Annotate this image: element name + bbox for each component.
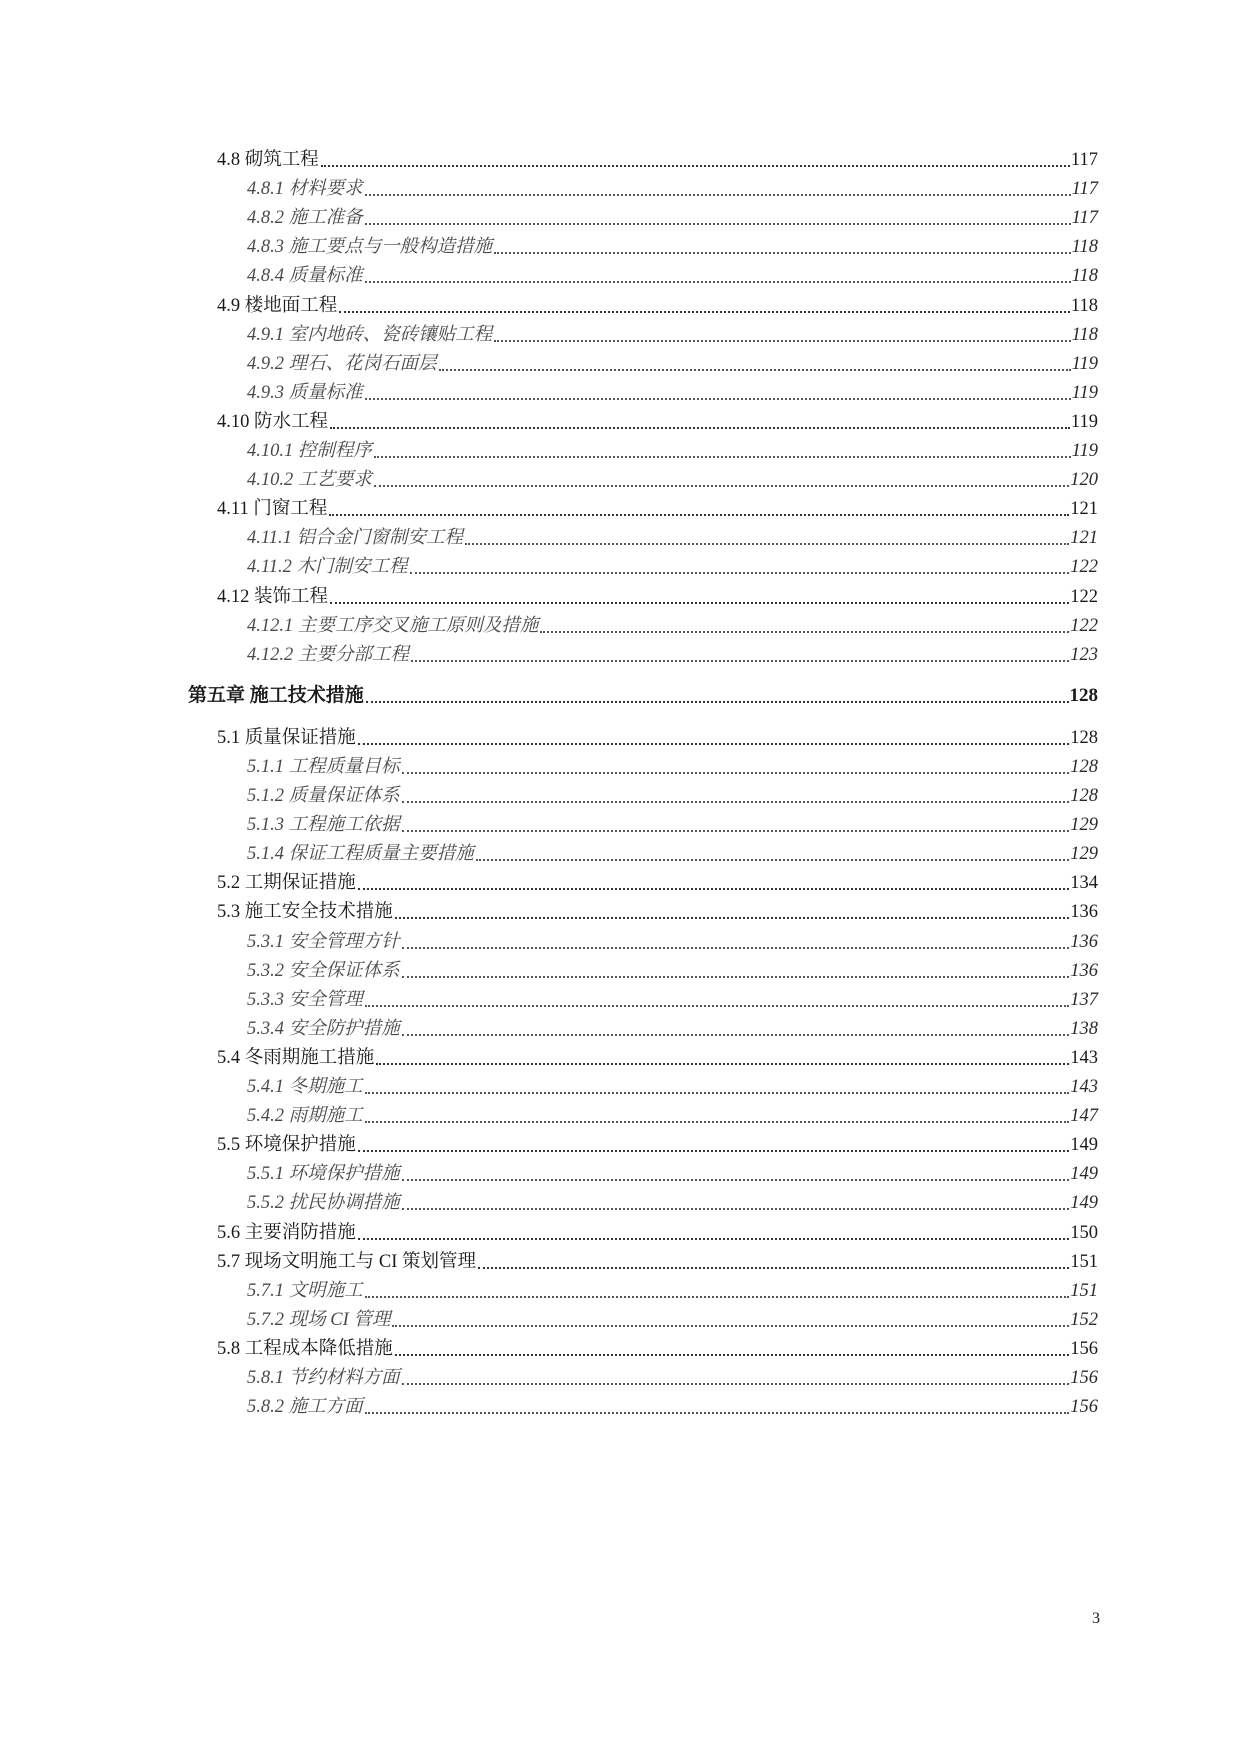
toc-entry-page: 136 xyxy=(1070,931,1098,952)
toc-entry-page: 143 xyxy=(1070,1077,1098,1097)
toc-subsection-entry[interactable] xyxy=(247,170,1098,200)
toc-subsection-entry[interactable] xyxy=(247,981,1098,1011)
toc-subsection-entry[interactable] xyxy=(247,1359,1098,1389)
toc-entry-page: 121 xyxy=(1070,499,1098,520)
toc-entry-label: 4.11.1 铝合金门窗制安工程 xyxy=(247,528,464,549)
toc-entry-page: 149 xyxy=(1070,1193,1098,1214)
toc-dot-leader xyxy=(339,310,1070,313)
toc-dot-leader xyxy=(365,1120,1070,1123)
toc-entry-page: 136 xyxy=(1070,902,1098,923)
toc-entry-label: 5.3 施工安全技术措施 xyxy=(217,902,393,923)
toc-dot-leader xyxy=(365,1295,1070,1298)
toc-dot-leader xyxy=(494,339,1070,342)
toc-subsection-entry[interactable] xyxy=(247,548,1098,578)
toc-entry-page: 128 xyxy=(1070,786,1098,806)
toc-dot-leader xyxy=(392,1324,1069,1327)
toc-dot-leader xyxy=(365,397,1071,400)
toc-entry-page: 156 xyxy=(1070,1338,1098,1359)
toc-entry-label: 4.8.1 材料要求 xyxy=(247,179,363,200)
toc-dot-leader xyxy=(329,513,1069,516)
toc-entry-label: 5.4 冬雨期施工措施 xyxy=(217,1047,375,1068)
toc-entry-label: 5.3.3 安全管理 xyxy=(247,989,363,1010)
toc-entry-page: 122 xyxy=(1070,615,1098,636)
toc-entry-page: 136 xyxy=(1070,960,1098,981)
toc-subsection-entry[interactable] xyxy=(247,228,1098,258)
toc-dot-leader xyxy=(402,800,1070,803)
toc-entry-label: 4.12.1 主要工序交叉施工原则及措施 xyxy=(247,615,539,636)
toc-entry-label: 4.9.2 理石、花岗石面层 xyxy=(247,353,437,374)
toc-dot-leader xyxy=(465,542,1069,545)
toc-entry-label: 4.12 装饰工程 xyxy=(217,586,329,607)
toc-entry-label: 5.8 工程成本降低措施 xyxy=(217,1338,393,1359)
toc-entry-page: 138 xyxy=(1070,1018,1098,1039)
toc-entry-page: 149 xyxy=(1070,1164,1098,1185)
toc-subsection-entry[interactable] xyxy=(247,345,1098,375)
toc-dot-leader xyxy=(395,1353,1069,1356)
toc-subsection-entry[interactable] xyxy=(247,1301,1098,1331)
toc-subsection-entry[interactable] xyxy=(247,1010,1098,1040)
toc-dot-leader xyxy=(411,659,1069,662)
toc-dot-leader xyxy=(402,771,1070,774)
toc-dot-leader xyxy=(494,251,1070,254)
toc-section-entry[interactable] xyxy=(217,1330,1098,1360)
toc-dot-leader xyxy=(402,1178,1070,1181)
toc-dot-leader xyxy=(402,946,1070,949)
toc-dot-leader xyxy=(402,1033,1070,1036)
toc-entry-label: 5.6 主要消防措施 xyxy=(217,1222,356,1243)
toc-dot-leader xyxy=(365,1411,1070,1414)
toc-dot-leader xyxy=(358,1149,1069,1152)
toc-dot-leader xyxy=(374,484,1069,487)
toc-subsection-entry[interactable] xyxy=(247,1068,1098,1098)
toc-entry-page: 143 xyxy=(1070,1047,1098,1068)
toc-entry-page: 119 xyxy=(1070,411,1098,432)
toc-dot-leader xyxy=(365,1004,1070,1007)
toc-entry-page: 152 xyxy=(1070,1309,1098,1330)
toc-entry-label: 4.10.1 控制程序 xyxy=(247,441,372,461)
toc-dot-leader xyxy=(439,368,1071,371)
toc-entry-label: 5.1.3 工程施工依据 xyxy=(247,815,400,836)
toc-dot-leader xyxy=(402,1382,1070,1385)
toc-entry-label: 4.11.2 木门制安工程 xyxy=(247,557,408,578)
toc-entry-page: 122 xyxy=(1070,557,1098,578)
toc-entry-page: 156 xyxy=(1070,1368,1098,1388)
toc-subsection-entry[interactable] xyxy=(247,607,1098,637)
toc-entry-label: 5.2 工期保证措施 xyxy=(217,873,356,894)
toc-entry-page: 129 xyxy=(1070,815,1098,836)
toc-section-entry[interactable] xyxy=(217,403,1098,433)
toc-dot-leader xyxy=(374,455,1071,458)
toc-entry-page: 122 xyxy=(1070,586,1098,607)
toc-entry-label: 5.7 现场文明施工与 CI 策划管理 xyxy=(217,1251,477,1272)
toc-entry-page: 119 xyxy=(1071,382,1098,403)
toc-entry-label: 5.4.2 雨期施工 xyxy=(247,1106,363,1127)
toc-subsection-entry[interactable] xyxy=(247,461,1098,491)
toc-entry-page: 119 xyxy=(1071,353,1098,374)
toc-subsection-entry[interactable] xyxy=(247,199,1098,229)
toc-subsection-entry[interactable] xyxy=(247,374,1098,404)
toc-subsection-entry[interactable] xyxy=(247,316,1098,346)
toc-entry-label: 4.8 砌筑工程 xyxy=(217,150,319,170)
toc-entry-label: 5.8.1 节约材料方面 xyxy=(247,1368,400,1388)
toc-dot-leader xyxy=(402,1207,1070,1210)
toc-dot-leader xyxy=(358,742,1069,745)
toc-dot-leader xyxy=(358,1237,1069,1240)
toc-entry-label: 5.1.1 工程质量目标 xyxy=(247,756,400,777)
toc-entry-label: 4.10.2 工艺要求 xyxy=(247,470,372,491)
toc-dot-leader xyxy=(365,222,1071,225)
toc-dot-leader xyxy=(366,700,1069,703)
toc-dot-leader xyxy=(476,858,1070,861)
toc-entry-page: 118 xyxy=(1070,295,1098,316)
toc-subsection-entry[interactable] xyxy=(247,777,1098,807)
toc-section-entry[interactable] xyxy=(217,1039,1098,1069)
toc-dot-leader xyxy=(330,426,1070,429)
toc-subsection-entry[interactable] xyxy=(247,257,1098,287)
toc-dot-leader xyxy=(365,1091,1070,1094)
toc-section-entry[interactable] xyxy=(217,893,1098,923)
toc-entry-label: 5.1.4 保证工程质量主要措施 xyxy=(247,844,474,865)
toc-dot-leader xyxy=(365,280,1071,283)
toc-dot-leader xyxy=(376,1062,1069,1065)
toc-dot-leader xyxy=(410,571,1070,574)
toc-entry-label: 4.10 防水工程 xyxy=(217,411,329,432)
toc-entry-label: 4.12.2 主要分部工程 xyxy=(247,644,409,665)
toc-subsection-entry[interactable] xyxy=(247,519,1098,549)
toc-section-entry[interactable] xyxy=(217,1126,1098,1156)
toc-entry-page: 147 xyxy=(1070,1106,1098,1127)
toc-entry-page: 128 xyxy=(1070,756,1098,777)
toc-entry-page: 117 xyxy=(1070,150,1098,170)
toc-entry-label: 5.5 环境保护措施 xyxy=(217,1135,356,1156)
toc-entry-page: 123 xyxy=(1070,644,1098,665)
toc-dot-leader xyxy=(540,630,1069,633)
toc-dot-leader xyxy=(395,916,1069,919)
toc-entry-page: 128 xyxy=(1070,727,1098,748)
toc-entry-label: 5.3.2 安全保证体系 xyxy=(247,960,400,981)
toc-subsection-entry[interactable] xyxy=(247,748,1098,778)
toc-entry-page: 121 xyxy=(1070,528,1098,549)
toc-section-entry[interactable] xyxy=(217,1214,1098,1244)
toc-entry-label: 4.8.2 施工准备 xyxy=(247,208,363,229)
toc-dot-leader xyxy=(478,1266,1069,1269)
toc-entry-page: 134 xyxy=(1070,873,1098,894)
toc-subsection-entry[interactable] xyxy=(247,1155,1098,1185)
toc-entry-page: 150 xyxy=(1070,1222,1098,1243)
page-number: 3 xyxy=(1092,1610,1100,1627)
toc-entry-page: 137 xyxy=(1070,989,1098,1010)
toc-entry-page: 118 xyxy=(1071,266,1098,287)
toc-entry-label: 4.9.3 质量标准 xyxy=(247,382,363,403)
toc-dot-leader xyxy=(358,887,1069,890)
toc-subsection-entry[interactable] xyxy=(247,1184,1098,1214)
toc-section-entry[interactable] xyxy=(217,719,1098,749)
toc-entry-page: 151 xyxy=(1070,1280,1098,1301)
toc-entry-label: 5.3.1 安全管理方针 xyxy=(247,931,400,952)
toc-entry-label: 4.11 门窗工程 xyxy=(217,499,328,520)
toc-entry-label: 4.8.3 施工要点与一般构造措施 xyxy=(247,237,493,258)
toc-entry-label: 第五章 施工技术措施 xyxy=(188,684,364,706)
toc-section-entry[interactable] xyxy=(217,141,1098,171)
toc-subsection-entry[interactable] xyxy=(247,1272,1098,1302)
toc-subsection-entry[interactable] xyxy=(247,952,1098,982)
toc-dot-leader xyxy=(321,164,1070,167)
toc-entry-page: 118 xyxy=(1071,324,1098,345)
toc-subsection-entry[interactable] xyxy=(247,923,1098,953)
toc-entry-page: 119 xyxy=(1071,441,1098,461)
toc-entry-label: 5.7.2 现场 CI 管理 xyxy=(247,1309,391,1330)
toc-section-entry[interactable] xyxy=(217,1243,1098,1273)
toc-entry-label: 5.5.1 环境保护措施 xyxy=(247,1164,400,1185)
toc-entry-label: 5.3.4 安全防护措施 xyxy=(247,1018,400,1039)
toc-entry-page: 118 xyxy=(1071,237,1098,258)
toc-entry-label: 5.8.2 施工方面 xyxy=(247,1397,363,1418)
toc-subsection-entry[interactable] xyxy=(247,1388,1098,1418)
toc-subsection-entry[interactable] xyxy=(247,835,1098,865)
toc-section-entry[interactable] xyxy=(217,864,1098,894)
toc-entry-page: 120 xyxy=(1070,470,1098,491)
toc-entry-page: 149 xyxy=(1070,1135,1098,1156)
toc-entry-label: 5.7.1 文明施工 xyxy=(247,1280,363,1301)
toc-entry-label: 4.9 楼地面工程 xyxy=(217,295,338,316)
toc-section-entry[interactable] xyxy=(217,578,1098,608)
toc-entry-label: 5.1.2 质量保证体系 xyxy=(247,786,400,806)
toc-entry-page: 129 xyxy=(1070,844,1098,865)
toc-entry-label: 4.9.1 室内地砖、瓷砖镶贴工程 xyxy=(247,324,493,345)
toc-entry-label: 5.1 质量保证措施 xyxy=(217,727,356,748)
toc-subsection-entry[interactable] xyxy=(247,432,1098,462)
toc-entry-label: 5.4.1 冬期施工 xyxy=(247,1077,363,1097)
toc-subsection-entry[interactable] xyxy=(247,806,1098,836)
toc-subsection-entry[interactable] xyxy=(247,636,1098,666)
toc-chapter-entry[interactable] xyxy=(188,677,1098,707)
toc-entry-page: 117 xyxy=(1071,179,1098,200)
toc-entry-page: 128 xyxy=(1069,684,1098,706)
toc-entry-page: 117 xyxy=(1071,208,1098,229)
toc-entry-label: 4.8.4 质量标准 xyxy=(247,266,363,287)
toc-entry-page: 156 xyxy=(1070,1397,1098,1418)
toc-dot-leader xyxy=(402,829,1070,832)
toc-section-entry[interactable] xyxy=(217,287,1098,317)
toc-dot-leader xyxy=(402,975,1070,978)
toc-dot-leader xyxy=(330,601,1069,604)
toc-section-entry[interactable] xyxy=(217,490,1098,520)
toc-subsection-entry[interactable] xyxy=(247,1097,1098,1127)
toc-dot-leader xyxy=(365,193,1071,196)
toc-entry-page: 151 xyxy=(1070,1251,1098,1272)
toc-entry-label: 5.5.2 扰民协调措施 xyxy=(247,1193,400,1214)
